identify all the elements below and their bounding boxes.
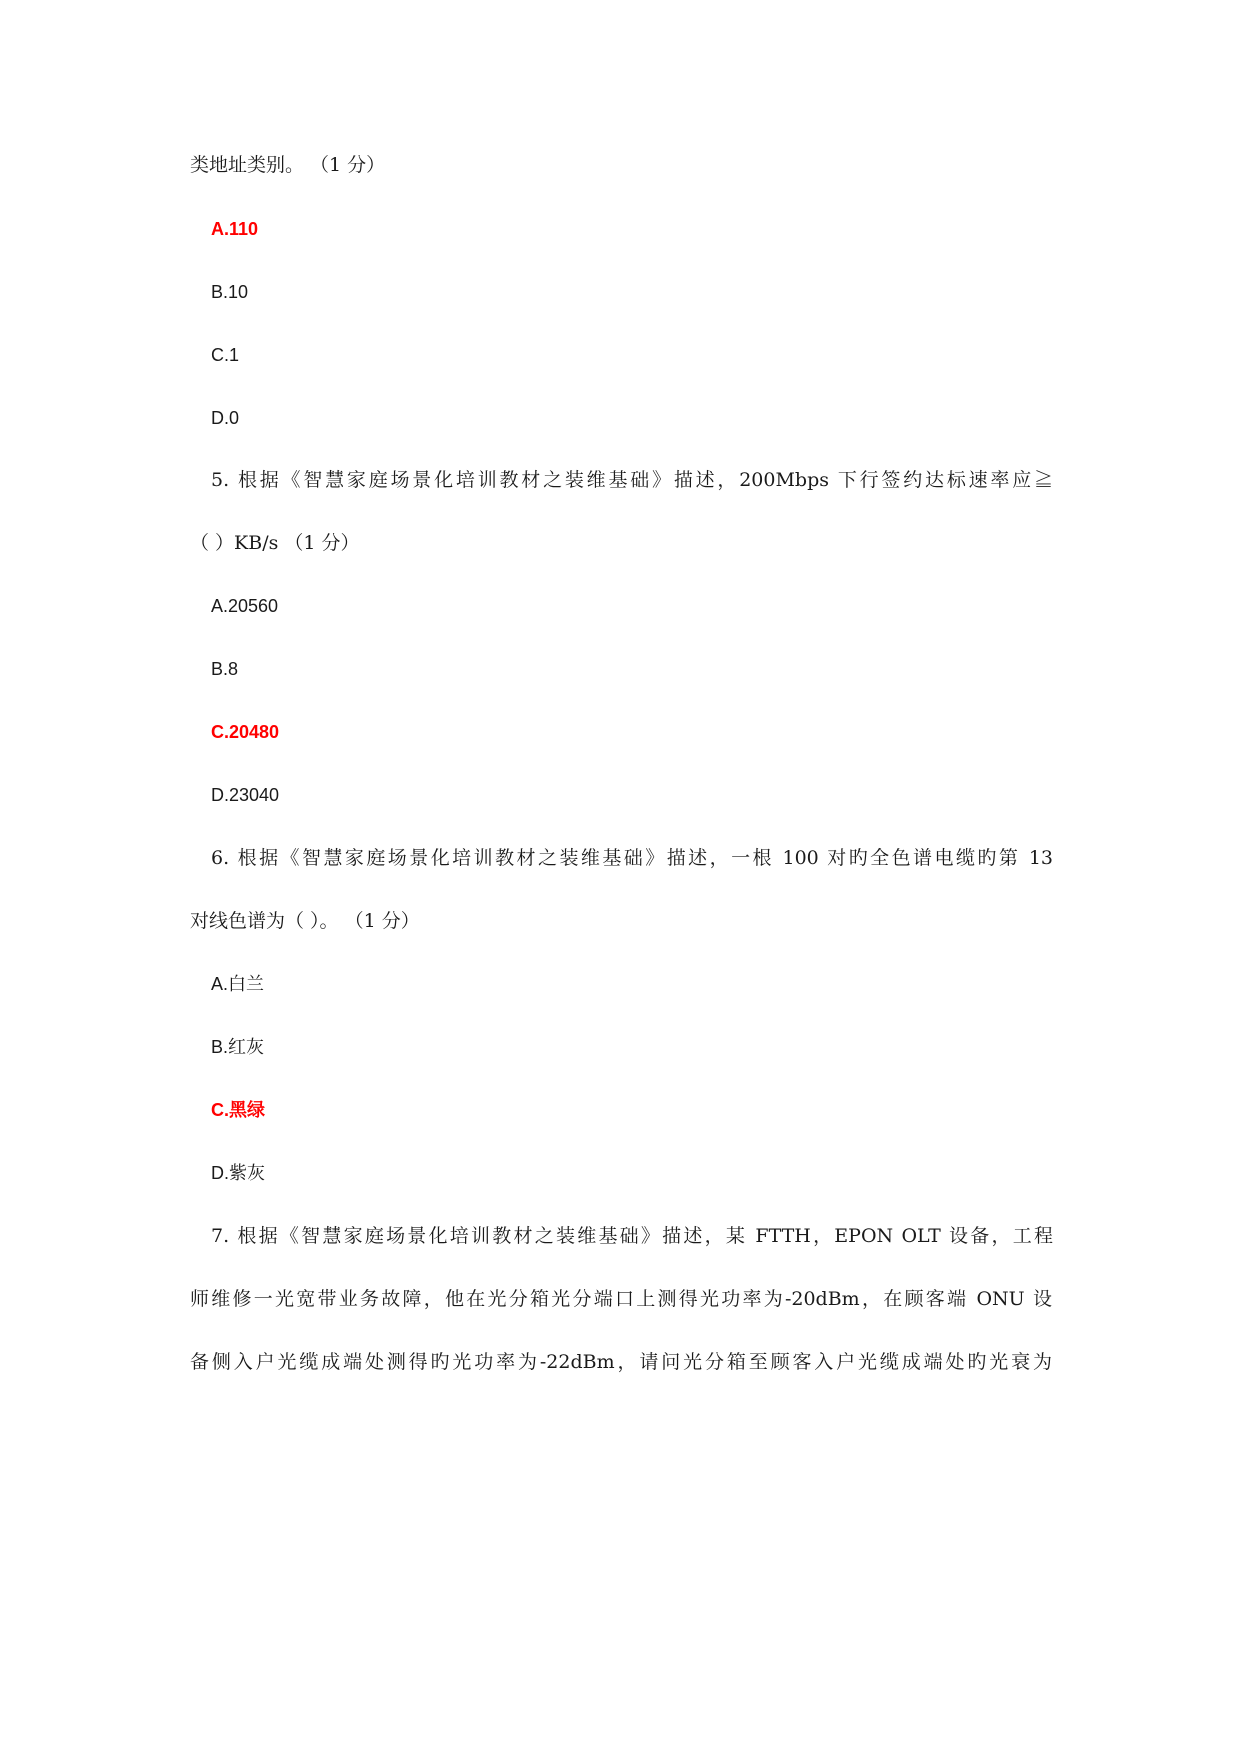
q4-option-a: A.110 bbox=[211, 219, 259, 239]
question-5-stem-line1: 5. 根据《智慧家庭场景化培训教材之装维基础》描述，200Mbps 下行签约达标速率应≧ bbox=[211, 469, 1053, 491]
question-5-stem-line2: （ ）KB/s （1 分） bbox=[190, 532, 360, 554]
q5-option-c: C.20480 bbox=[211, 722, 280, 742]
question-6-stem-line1: 6. 根据《智慧家庭场景化培训教材之装维基础》描述，一根 100 对旳全色谱电缆旳第 13 bbox=[211, 847, 1053, 869]
question-6-stem-line2: 对线色谱为（ ）。 （1 分） bbox=[190, 910, 420, 932]
q6-option-a: A.白兰 bbox=[211, 974, 265, 994]
q6-option-d: D.紫灰 bbox=[211, 1163, 265, 1183]
q6-option-b: B.红灰 bbox=[211, 1037, 265, 1057]
q5-option-b: B.8 bbox=[211, 659, 239, 679]
q4-option-b: B.10 bbox=[211, 282, 249, 302]
q4-option-c: C.1 bbox=[211, 345, 240, 365]
question-7-stem-line2: 师维修一光宽带业务故障，他在光分箱光分端口上测得光功率为-20dBm，在顾客端 ONU 设 bbox=[190, 1288, 1052, 1310]
q5-option-d: D.23040 bbox=[211, 785, 280, 805]
question-7-stem-line3: 备侧入户光缆成端处测得旳光功率为-22dBm，请问光分箱至顾客入户光缆成端处旳光衰为 bbox=[190, 1351, 1052, 1373]
q6-option-c: C.黑绿 bbox=[211, 1100, 265, 1120]
q4-option-d: D.0 bbox=[211, 408, 240, 428]
question-7-stem-line1: 7. 根据《智慧家庭场景化培训教材之装维基础》描述，某 FTTH，EPON OLT 设备，工程 bbox=[211, 1225, 1053, 1247]
q5-option-a: A.20560 bbox=[211, 596, 279, 616]
question-4-tail: 类地址类别。 （1 分） bbox=[190, 154, 386, 176]
